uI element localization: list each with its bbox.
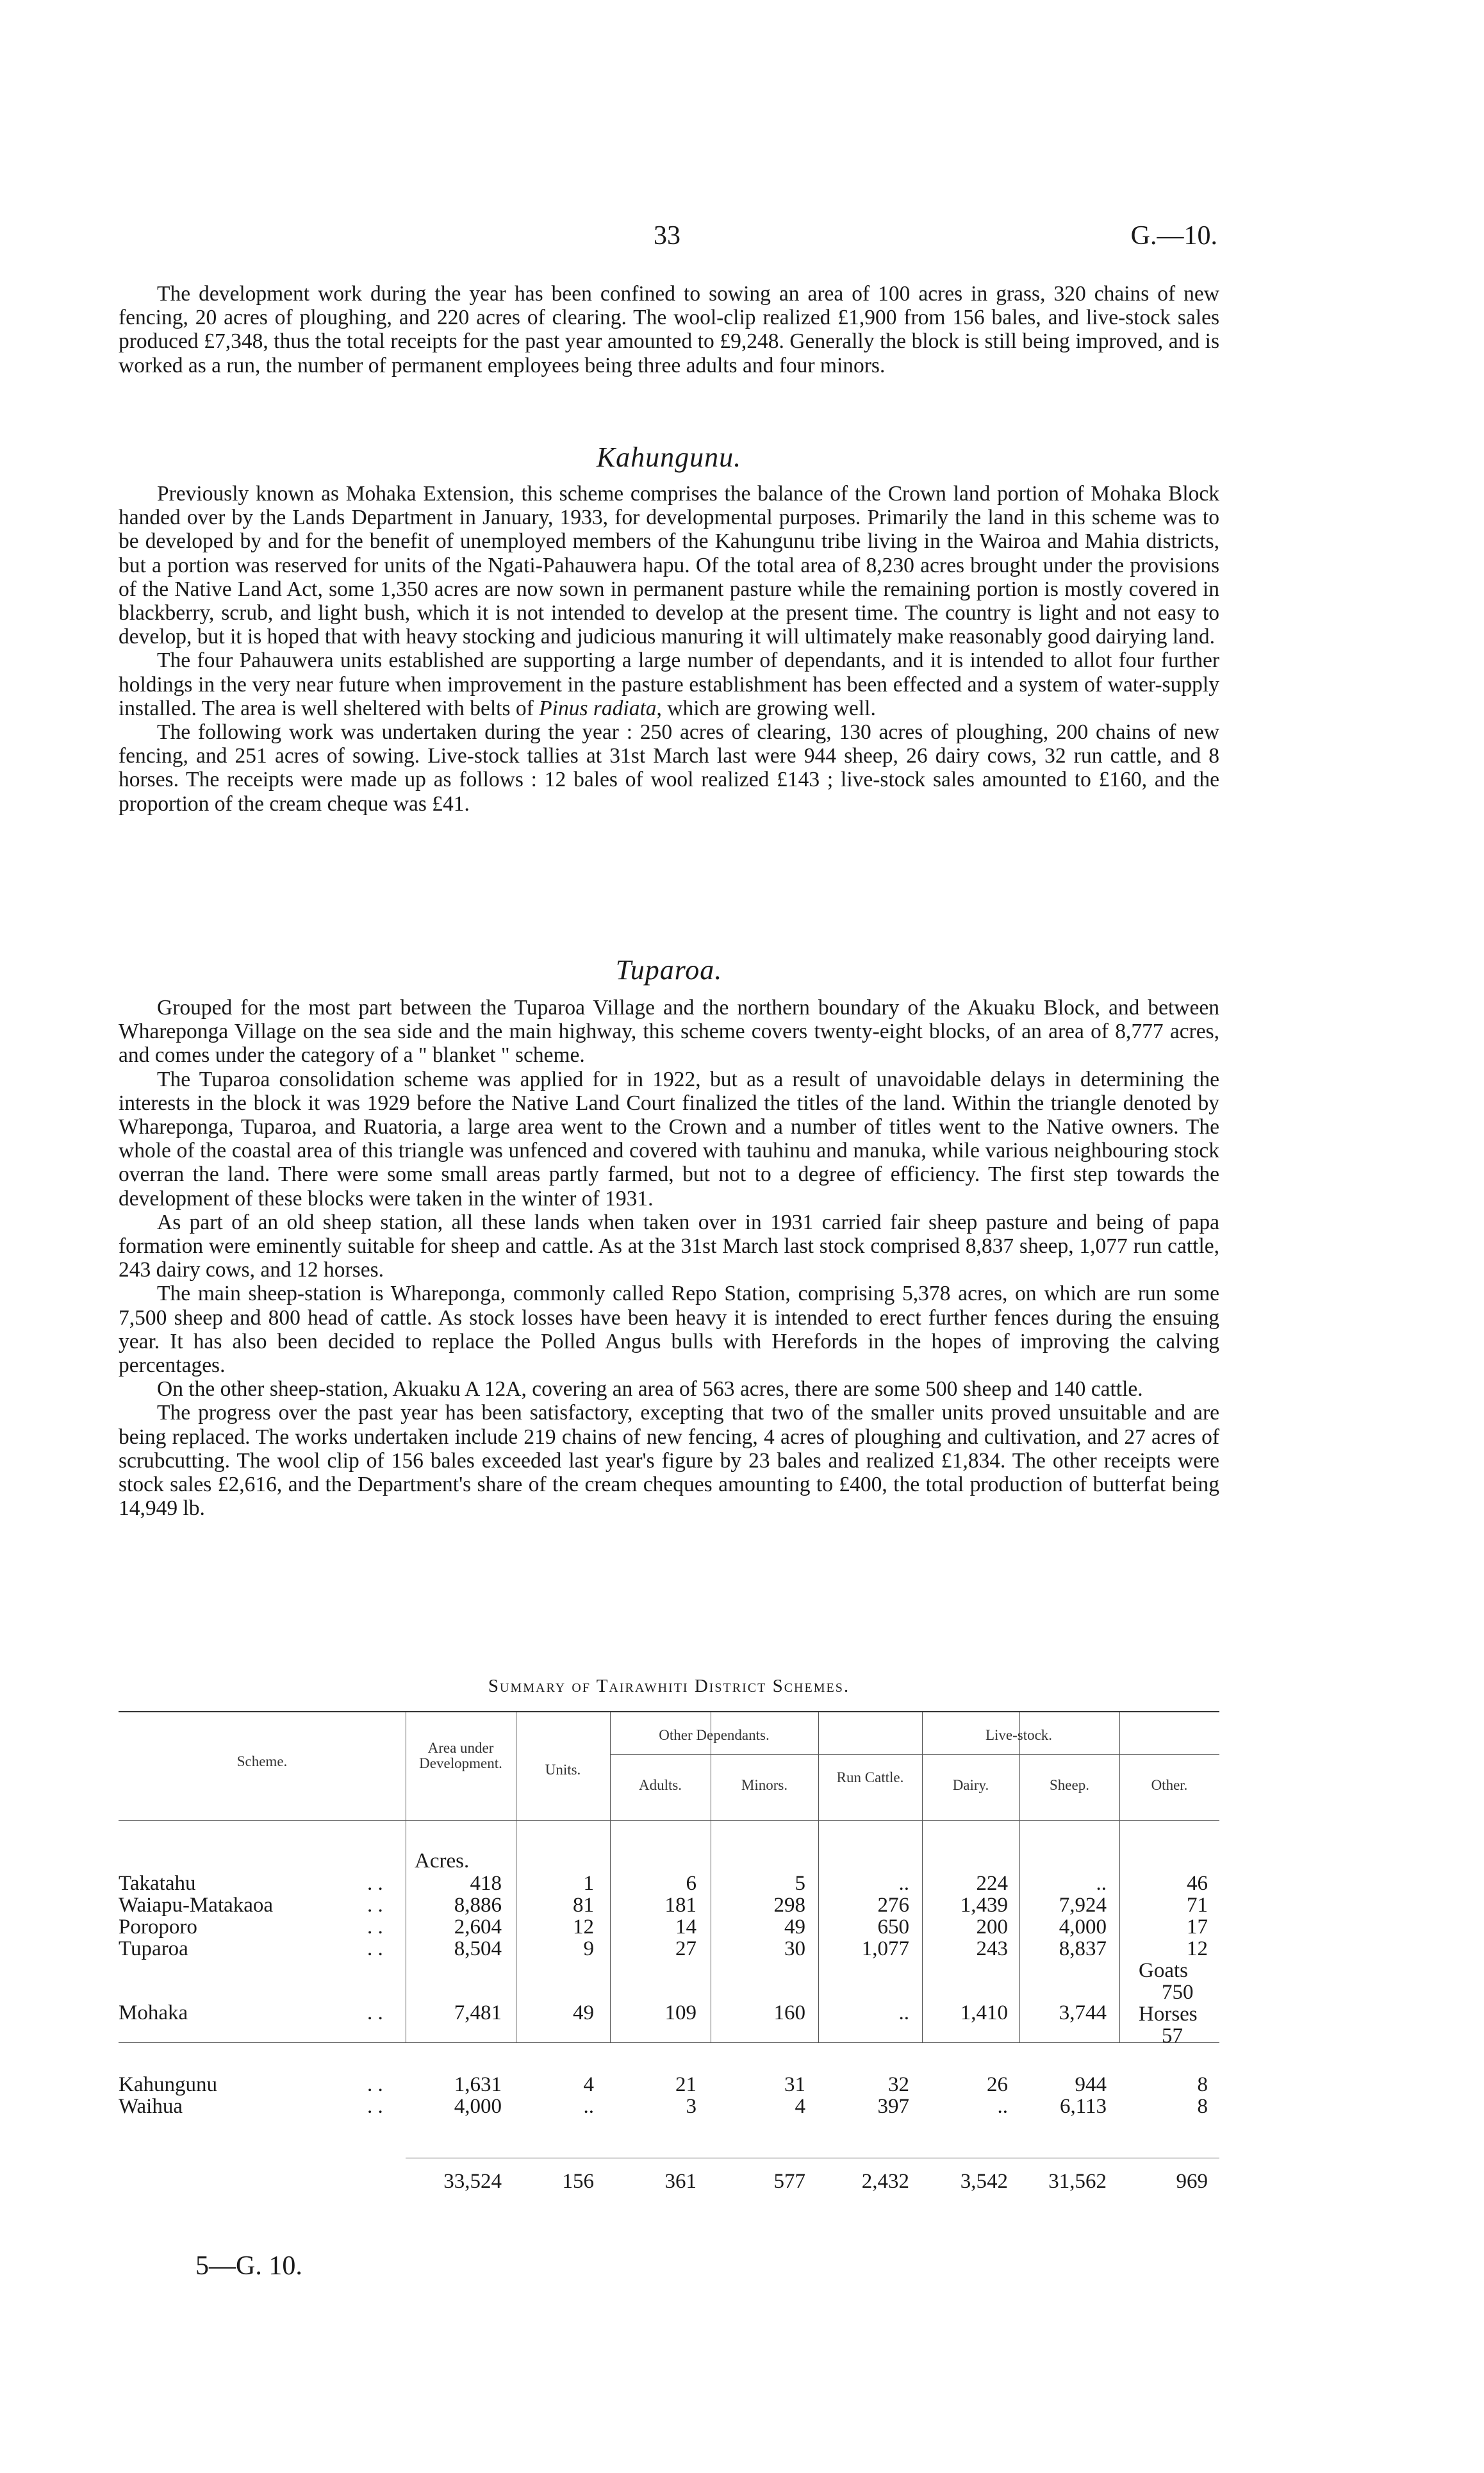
cell-sheep: 944: [1075, 2073, 1107, 2096]
cell-run-cattle: ..: [898, 1872, 909, 1895]
cell-dairy: 224: [976, 1872, 1008, 1895]
total-sheep: 31,562: [1048, 2170, 1107, 2193]
cell-adults: 181: [664, 1894, 697, 1917]
column-divider: [610, 1712, 611, 2042]
kahungunu-paragraph-3: The following work was undertaken during the year : 250 acres of clearing, 130 acres of ploughing, 200 chains of new fencing, and 251 acres of sowing. Live-stock tallies at 31st March last were 944 sheep, 26 dairy cows, 32 run cattle, and 8 horses. The receipts were made up as follows : 12 bales of wool realized £143 ; live-stock sales amounted to £160, and the proportion of the cream cheque was £41.: [119, 720, 1219, 816]
header-adults: Adults.: [638, 1777, 682, 1793]
intro-paragraph: The development work during the year has been confined to sowing an area of 100 acres in grass, 320 chains of new fencing, 20 acres of ploughing, and 220 acres of clearing. The wool-clip realized £1,900 from 156 bales, and live-stock sales produced £7,348, thus the total receipts for the past year amounted to £9,248. Generally the block is still being improved, and is worked as a run, the number of permanent employees being three adults and four minors.: [119, 282, 1219, 377]
column-divider: [818, 1712, 819, 2042]
tuparoa-heading: Tuparoa.: [615, 954, 723, 986]
scheme-name: Takatahu: [119, 1872, 196, 1895]
cell-units: 9: [583, 1937, 594, 1960]
header-run-cattle: Run Cattle.: [836, 1769, 904, 1785]
cell-area: 8,504: [454, 1937, 502, 1960]
cell-adults: 109: [664, 2001, 697, 2024]
cell-other: 8: [1197, 2095, 1208, 2118]
cell-other-line: 57: [1162, 2024, 1183, 2047]
kahungunu-paragraph-2: The four Pahauwera units established are supporting a large number of dependants, and it is intended to allot four further holdings in the very near future when improvement in the pasture establishment has been effected and a system of water-supply installed. The area is well sheltered with belts of Pinus radiata, which are growing well.: [119, 649, 1219, 720]
cell-run-cattle: 397: [877, 2095, 909, 2118]
scheme-name: Mohaka: [119, 2001, 188, 2024]
total-units: 156: [562, 2170, 594, 2193]
column-divider: [1019, 1712, 1020, 2042]
cell-minors: 49: [784, 1915, 805, 1939]
species-name: Pinus radiata: [539, 696, 657, 720]
tuparoa-section: [119, 996, 1219, 1520]
header-scheme: Scheme.: [236, 1753, 288, 1769]
cell-other: 17: [1187, 1915, 1208, 1939]
summary-table-title: Summary of Tairawhiti District Schemes.: [488, 1676, 850, 1696]
cell-adults: 21: [675, 2073, 697, 2096]
dot-leader: . .: [367, 1915, 383, 1939]
tuparoa-paragraph-6: The progress over the past year has been satisfactory, excepting that two of the smaller units proved unsuitable and are being replaced. The works undertaken include 219 chains of new fencing, 4 acres of ploughing and cultivation, and 27 acres of scrubcutting. The wool clip of 156 bales exceeded last year's figure by 23 bales and realized £1,834. The other receipts were stock sales £2,616, and the Department's share of the cream cheques amounting to £400, the total production of butterfat being 14,949 lb.: [119, 1401, 1219, 1521]
cell-minors: 4: [795, 2095, 805, 2118]
cell-minors: 30: [784, 1937, 805, 1960]
tuparoa-paragraph-2: The Tuparoa consolidation scheme was applied for in 1922, but as a result of unavoidable delays in determining the interests in the block it was 1929 before the Native Land Court finalized the titles of the land. Within the triangle denoted by Whareponga, Tuparoa, and Ruatoria, a large area went to the Crown and a number of titles went to the Native owners. The whole of the coastal area of this triangle was unfenced and covered with tauhinu and manuka, while various neighbouring stock overran the land. There were some small areas partly farmed, but not to a degree of efficiency. The first step towards the development of these blocks were taken in the winter of 1931.: [119, 1067, 1219, 1211]
cell-minors: 160: [773, 2001, 805, 2024]
cell-dairy: 1,439: [960, 1894, 1008, 1917]
dot-leader: . .: [367, 1872, 383, 1895]
header-rule: [119, 1820, 1219, 1821]
page-number: 33: [654, 221, 680, 251]
cell-minors: 298: [773, 1894, 805, 1917]
cell-other-line: Goats: [1139, 1959, 1188, 1982]
cell-dairy: 26: [987, 2073, 1008, 2096]
cell-other: 46: [1187, 1872, 1208, 1895]
total-minors: 577: [773, 2170, 805, 2193]
cell-sheep: 6,113: [1059, 2095, 1107, 2118]
cell-minors: 5: [795, 1872, 805, 1895]
header-units: Units.: [545, 1762, 581, 1778]
cell-minors: 31: [784, 2073, 805, 2096]
cell-run-cattle: 650: [877, 1915, 909, 1939]
total-other: 969: [1176, 2170, 1208, 2193]
scheme-name: Tuparoa: [119, 1937, 188, 1960]
dot-leader: . .: [367, 2095, 383, 2118]
cell-adults: 14: [675, 1915, 697, 1939]
tuparoa-paragraph-3: As part of an old sheep station, all these lands when taken over in 1931 carried fair sheep pasture and being of papa formation were eminently suitable for sheep and cattle. As at the 31st March last stock comprised 8,837 sheep, 1,077 run cattle, 243 dairy cows, and 12 horses.: [119, 1210, 1219, 1282]
cell-units: 49: [573, 2001, 594, 2024]
cell-adults: 3: [686, 2095, 697, 2118]
kahungunu-heading: Kahungunu.: [596, 442, 742, 473]
tuparoa-paragraph-5: On the other sheep-station, Akuaku A 12A, covering an area of 563 acres, there are some 500 sheep and 140 cattle.: [157, 1377, 1143, 1402]
dot-leader: . .: [367, 1894, 383, 1917]
cell-dairy: 200: [976, 1915, 1008, 1939]
cell-other-line: Horses: [1139, 2003, 1198, 2026]
cell-units: ..: [583, 2095, 594, 2118]
header-live-stock: Live-stock.: [985, 1727, 1053, 1743]
area-unit-label: Acres.: [415, 1849, 470, 1873]
cell-other: 12: [1187, 1937, 1208, 1960]
scheme-name: Waihua: [119, 2095, 183, 2118]
cell-area: 1,631: [454, 2073, 502, 2096]
total-run-cattle: 2,432: [861, 2170, 909, 2193]
total-area: 33,524: [443, 2170, 502, 2193]
total-dairy: 3,542: [960, 2170, 1008, 2193]
cell-adults: 27: [675, 1937, 697, 1960]
cell-area: 2,604: [454, 1915, 502, 1939]
tuparoa-paragraph-4: The main sheep-station is Whareponga, commonly called Repo Station, comprising 5,378 acres, on which are run some 7,500 sheep and 800 head of cattle. As stock losses have been heavy it is intended to erect further fences during the ensuing year. It has also been decided to replace the Polled Angus bulls with Herefords in the hopes of improving the calving percentages.: [119, 1282, 1219, 1378]
dot-leader: . .: [367, 2001, 383, 2024]
cell-dairy: ..: [997, 2095, 1008, 2118]
cell-sheep: 8,837: [1059, 1937, 1107, 1960]
cell-run-cattle: 32: [888, 2073, 909, 2096]
header-subdivider: [610, 1754, 1219, 1755]
cell-sheep: 7,924: [1059, 1894, 1107, 1917]
cell-run-cattle: 1,077: [861, 1937, 909, 1960]
page-reference: G.—10.: [1130, 221, 1217, 251]
header-other-dependants: Other Dependants.: [659, 1727, 770, 1743]
dot-leader: . .: [367, 2073, 383, 2096]
cell-dairy: 1,410: [960, 2001, 1008, 2024]
cell-units: 81: [573, 1894, 594, 1917]
dot-leader: . .: [367, 1937, 383, 1960]
cell-units: 1: [583, 1872, 594, 1895]
scheme-name: Poroporo: [119, 1915, 197, 1939]
header-dairy: Dairy.: [952, 1777, 989, 1793]
cell-area: 4,000: [454, 2095, 502, 2118]
scheme-name: Waiapu-Matakaoa: [119, 1894, 274, 1917]
header-area: Area under Development.: [419, 1740, 502, 1771]
summary-table: [119, 1711, 1219, 2193]
cell-dairy: 243: [976, 1937, 1008, 1960]
cell-sheep: 3,744: [1059, 2001, 1107, 2024]
cell-other: 71: [1187, 1894, 1208, 1917]
header-minors: Minors.: [741, 1777, 788, 1793]
cell-run-cattle: ..: [898, 2001, 909, 2024]
column-divider: [922, 1712, 923, 2042]
cell-units: 12: [573, 1915, 594, 1939]
cell-area: 418: [470, 1872, 502, 1895]
cell-other-line: 750: [1162, 1981, 1194, 2004]
cell-sheep: 4,000: [1059, 1915, 1107, 1939]
cell-run-cattle: 276: [877, 1894, 909, 1917]
header-other: Other.: [1151, 1777, 1188, 1793]
cell-area: 8,886: [454, 1894, 502, 1917]
cell-units: 4: [583, 2073, 594, 2096]
scheme-name: Kahungunu: [119, 2073, 217, 2096]
tuparoa-paragraph-1: Grouped for the most part between the Tuparoa Village and the northern boundary of the Akuaku Block, and between Whareponga Village on the sea side and the main highway, this scheme covers twenty-eight blocks, of an area of 8,777 acres, and comes under the category of a " blanket " scheme.: [119, 996, 1219, 1068]
kahungunu-paragraph-1: Previously known as Mohaka Extension, this scheme comprises the balance of the Crown land portion of Mohaka Block handed over by the Lands Department in January, 1933, for developmental purposes. Primarily the land in this scheme was to be developed by and for the benefit of unemployed members of the Kahungunu tribe living in the Wairoa and Mahia districts, but a portion was reserved for units of the Ngati-Pahauwera hapu. Of the total area of 8,230 acres brought under the provisions of the Native Land Act, some 1,350 acres are now sown in permanent pasture while the remaining portion is mostly covered in blackberry, scrub, and light bush, which it is not intended to develop at the present time. The country is light and not easy to develop, but it is hoped that with heavy stocking and judicious manuring it will ultimately make reasonably good dairying land.: [119, 482, 1219, 649]
footer-reference: 5—G. 10.: [195, 2251, 302, 2281]
total-adults: 361: [664, 2170, 697, 2193]
cell-other: 8: [1197, 2073, 1208, 2096]
kahungunu-section: [119, 482, 1219, 816]
intro-section: [119, 282, 1219, 377]
header-sheep: Sheep.: [1050, 1777, 1089, 1793]
column-divider: [1119, 1712, 1120, 2042]
cell-adults: 6: [686, 1872, 697, 1895]
cell-area: 7,481: [454, 2001, 502, 2024]
cell-sheep: ..: [1096, 1872, 1107, 1895]
